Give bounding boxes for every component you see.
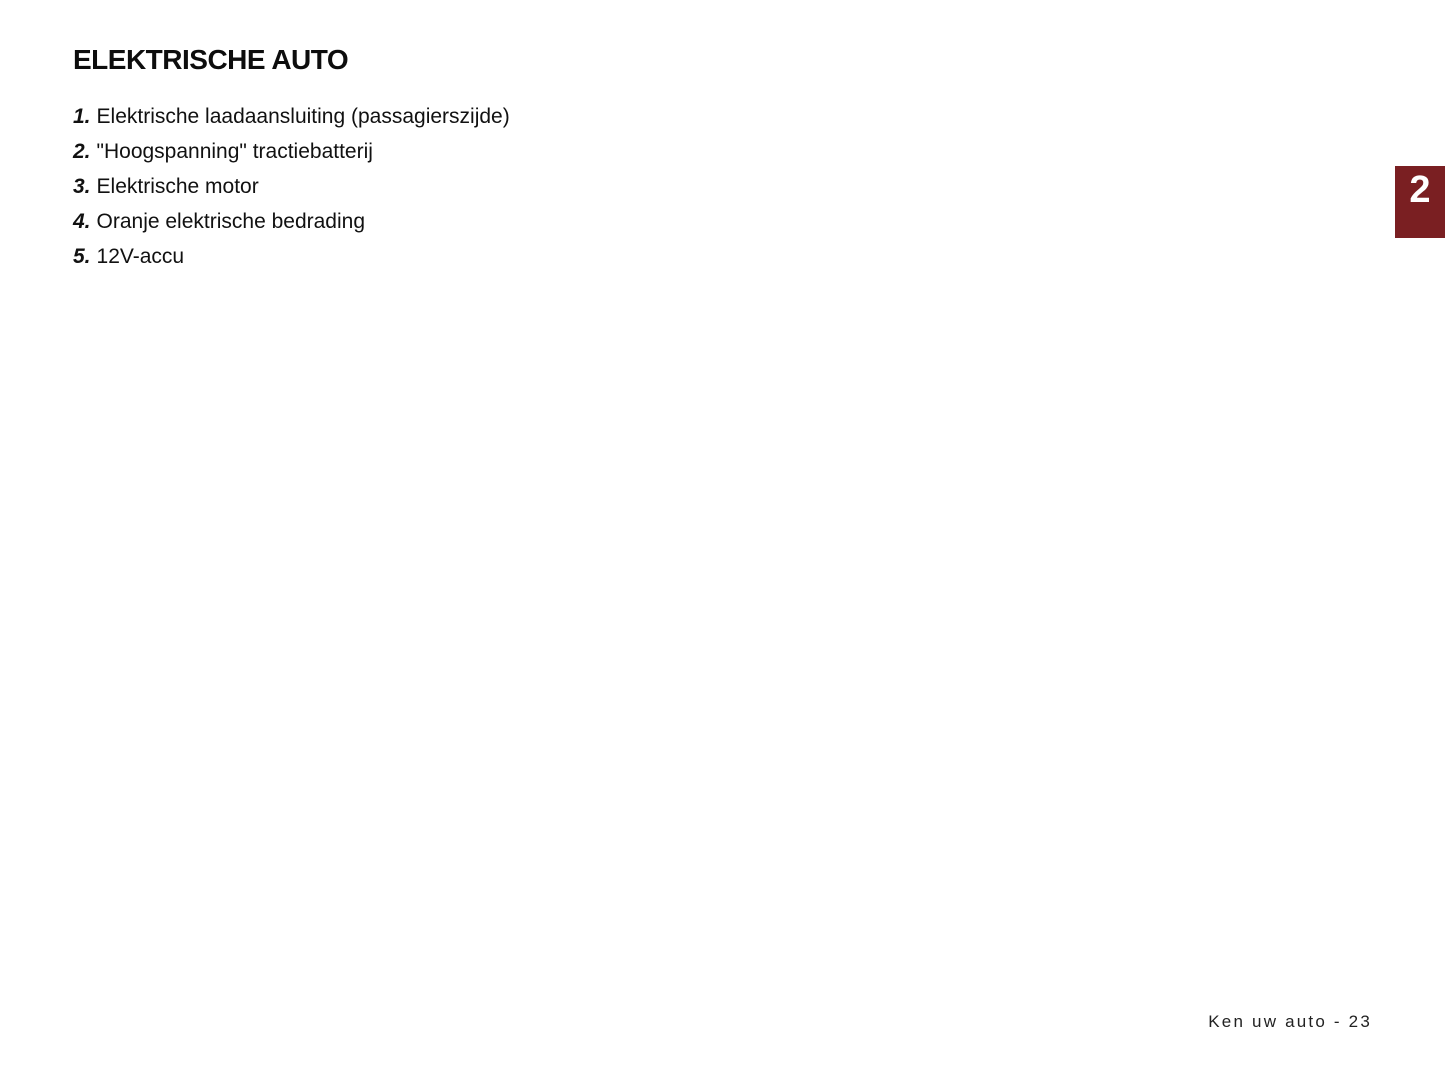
legend-item-3 <box>73 169 510 204</box>
legend-item-2 <box>73 134 510 169</box>
legend-item-number: 4. <box>73 210 91 233</box>
legend-item-4 <box>73 204 510 239</box>
component-legend-list <box>73 99 510 274</box>
legend-item-label: Elektrische motor <box>96 175 259 198</box>
page-title: ELEKTRISCHE AUTO <box>73 44 349 75</box>
chapter-tab: 2 <box>1395 166 1445 238</box>
legend-item-number: 2. <box>73 140 91 163</box>
legend-item-number: 1. <box>73 105 91 128</box>
legend-item-label: Oranje elektrische bedrading <box>96 210 366 233</box>
legend-item-1 <box>73 99 510 134</box>
legend-item-label: 12V-accu <box>96 245 185 268</box>
legend-item-label: Elektrische laadaansluiting (passagierszijde) <box>96 105 510 128</box>
legend-item-number: 3. <box>73 175 91 198</box>
page-footer: Ken uw auto - 23 <box>1208 1012 1372 1031</box>
legend-item-number: 5. <box>73 245 91 268</box>
legend-item-label: "Hoogspanning" tractiebatterij <box>96 140 373 163</box>
legend-item-5 <box>73 239 510 274</box>
